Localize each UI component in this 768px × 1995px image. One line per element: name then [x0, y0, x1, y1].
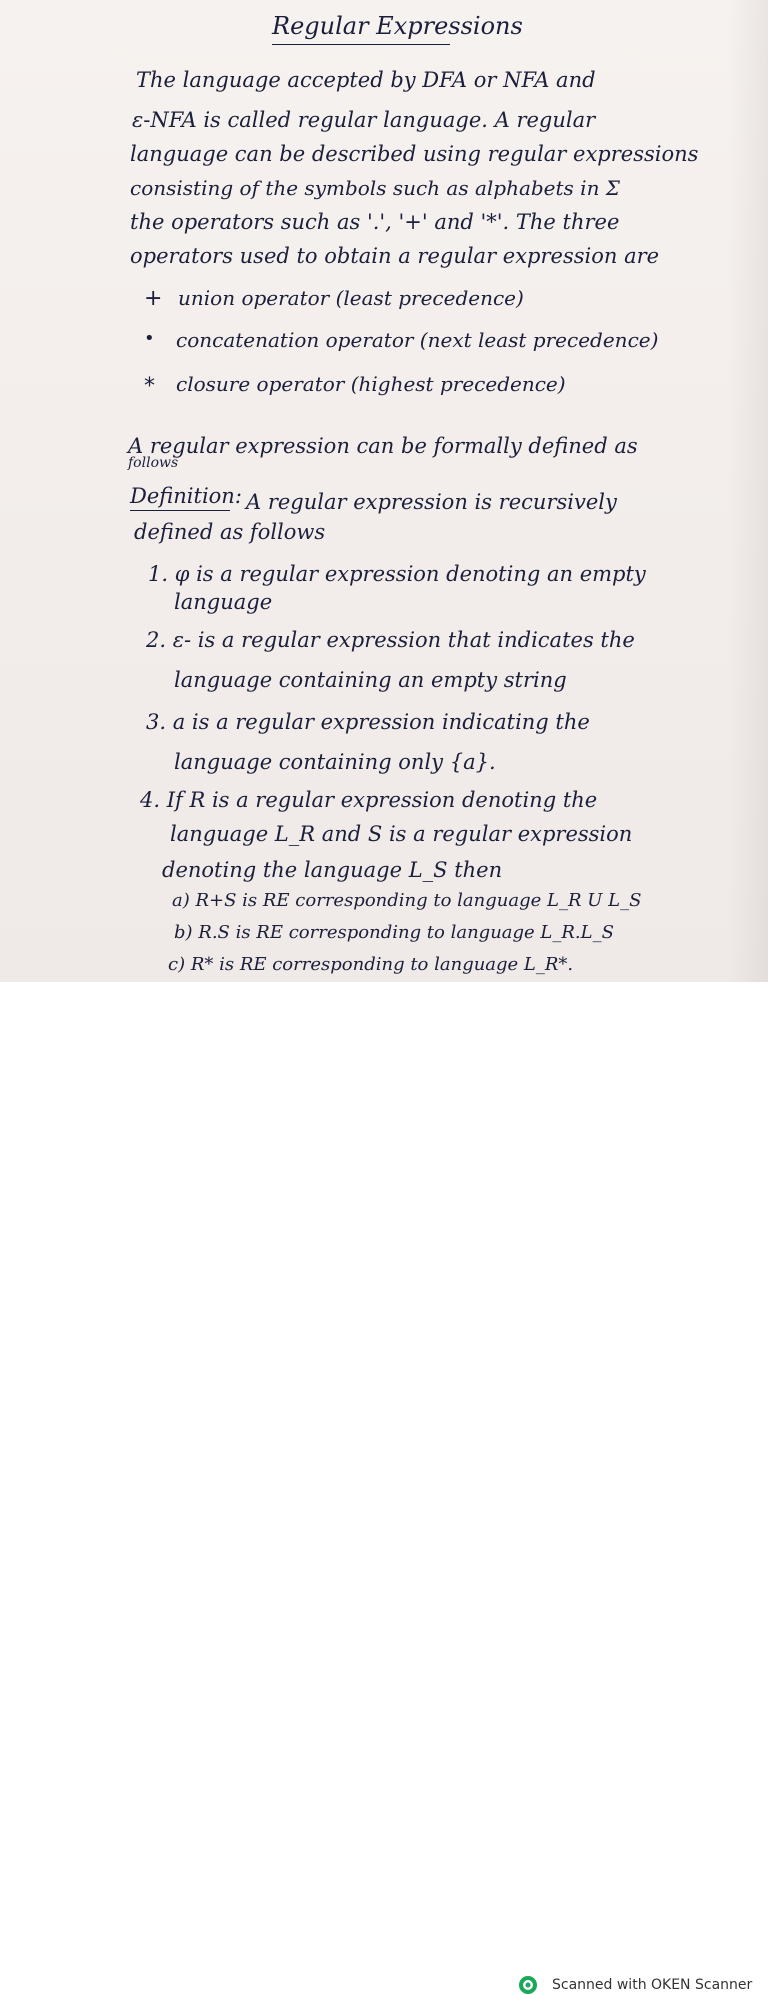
page-title: Regular Expressions	[272, 12, 523, 40]
subitem-line: a) R+S is RE corresponding to language L_R U L_S	[172, 890, 642, 911]
subitem-line: b) R.S is RE corresponding to language L_R.L_S	[174, 922, 614, 943]
operator-line: union operator (least precedence)	[178, 286, 524, 310]
subitem-line: c) R* is RE corresponding to language L_R*.	[168, 954, 574, 975]
item-line: 3. a is a regular expression indicating the	[146, 710, 590, 734]
intro-line: The language accepted by DFA or NFA and	[136, 68, 596, 92]
definition-text: A regular expression is recursively	[246, 490, 617, 514]
definition-underline	[130, 510, 230, 511]
intro-line: ε-NFA is called regular language. A regular	[132, 108, 596, 132]
item-line: 2. ε- is a regular expression that indicates the	[146, 628, 635, 652]
intro-line: consisting of the symbols such as alphabets in Σ	[130, 176, 620, 200]
intro-line: operators used to obtain a regular expression are	[130, 244, 660, 268]
definition-text: defined as follows	[134, 520, 326, 544]
definition-label: Definition:	[130, 484, 242, 508]
plus-bullet: +	[144, 286, 163, 311]
intro-line: the operators such as '.', '+' and '*'. The three	[130, 210, 620, 234]
dot-bullet: •	[144, 328, 155, 349]
operator-line: concatenation operator (next least precedence)	[176, 328, 659, 352]
intro-line: language can be described using regular expressions	[130, 142, 699, 166]
formal-line-cont: follows	[128, 455, 179, 471]
oken-scanner-logo-icon	[518, 1975, 538, 1995]
item-line: language L_R and S is a regular expression	[170, 822, 633, 846]
star-bullet: *	[144, 374, 155, 399]
item-line: language containing an empty string	[174, 668, 567, 692]
operator-line: closure operator (highest precedence)	[176, 372, 566, 396]
item-line: denoting the language L_S then	[162, 858, 503, 882]
notebook-page	[0, 0, 768, 982]
formal-line: A regular expression can be formally defined as	[128, 434, 638, 458]
item-line: language containing only {a}.	[174, 750, 496, 774]
item-line: language	[174, 590, 273, 614]
item-line: 1. φ is a regular expression denoting an empty	[148, 562, 646, 586]
title-underline	[272, 44, 450, 45]
scanner-watermark: Scanned with OKEN Scanner	[552, 1977, 753, 1993]
item-line: 4. If R is a regular expression denoting the	[140, 788, 598, 812]
scanner-footer	[0, 982, 768, 1993]
